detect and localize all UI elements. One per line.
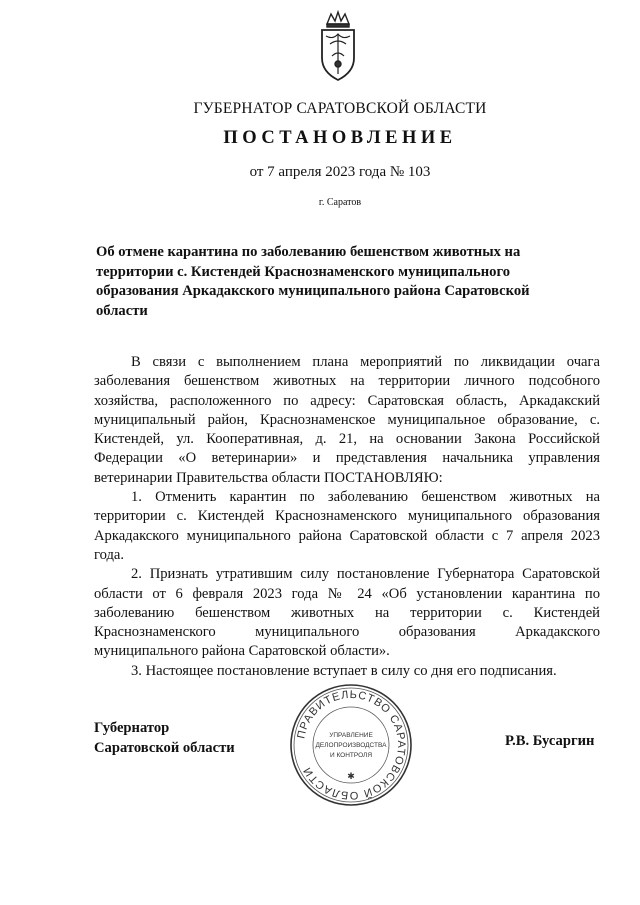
official-seal-stamp — [288, 682, 414, 808]
seal-star-icon: ✱ — [347, 771, 355, 781]
issuing-authority: ГУБЕРНАТОР САРАТОВСКОЙ ОБЛАСТИ — [193, 100, 487, 117]
coat-of-arms-icon — [313, 10, 363, 82]
document-date-number: от 7 апреля 2023 года № 103 — [249, 164, 431, 180]
preamble-paragraph: В связи с выполнением плана мероприятий по ликвидации очага заболевания бешенством животных на территории личного подсобного хозяйства, расположенного по адресу: Саратовская область, Аркадакский муниципальный район, Краснознаменское муниципальное образование, с. Кистендей, ул. Кооперативная, д. 21, на основании Закона Российской Федерации «О ветеринарии» и представления начальника управления ветеринарии Правительства области ПОСТАНОВЛЯЮ: — [94, 354, 600, 486]
seal-center-line-1: УПРАВЛЕНИЕ — [329, 732, 373, 739]
clause-2: 2. Признать утратившим силу постановление Губернатора Саратовской области от 6 февраля 2023 года № 24 «Об установлении карантина по заболеванию бешенством животных на территории с. Кистендей Краснознаменского муниципального образования Аркадакского муниципального района Саратовской области». — [94, 566, 600, 660]
position-line-2: Саратовской области — [94, 740, 235, 756]
clause-1: 1. Отменить карантин по заболеванию бешенством животных на территории с. Кистендей Краснознаменского муниципального образования Аркадакского муниципального района Саратовской области с 7 апреля 2023 года. — [94, 489, 600, 563]
document-city: г. Саратов — [318, 197, 362, 208]
seal-center-line-2: ДЕЛОПРОИЗВОДСТВА — [315, 742, 387, 749]
document-subject: Об отмене карантина по заболеванию бешенством животных на территории с. Кистендей Краснознаменского муниципального образования Аркадакского муниципального района Саратовской области — [96, 244, 530, 319]
clause-3: 3. Настоящее постановление вступает в силу со дня его подписания. — [131, 662, 557, 679]
seal-ring-text: ПРАВИТЕЛЬСТВО САРАТОВСКОЙ ОБЛАСТИ — [295, 688, 408, 802]
signatory-position — [94, 718, 235, 758]
document-body — [94, 353, 600, 681]
document-type: ПОСТАНОВЛЕНИЕ — [223, 128, 457, 148]
signatory-name: Р.В. Бусаргин — [505, 733, 595, 749]
position-line-1: Губернатор — [94, 720, 170, 736]
seal-center-line-3: И КОНТРОЛЯ — [329, 752, 373, 759]
